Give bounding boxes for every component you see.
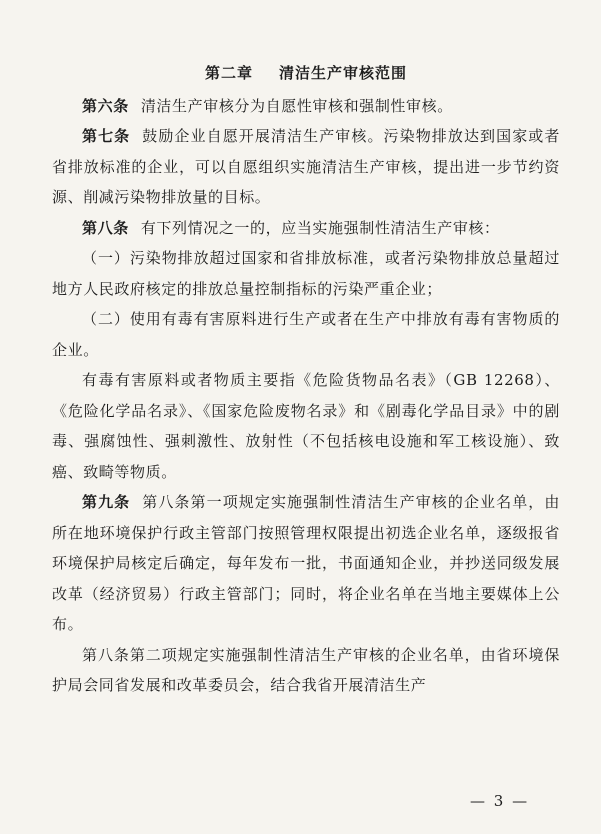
article-8-item-2: （二）使用有毒有害原料进行生产或者在生产中排放有毒有害物质的企业。 (52, 310, 560, 359)
chapter-number: 第二章 (204, 64, 253, 82)
chapter-title: 清洁生产审核范围 (279, 64, 408, 82)
article-text: 第八条第一项规定实施强制性清洁生产审核的企业名单，由所在地环境保护行政主管部门按照管理权限提出初选企业名单，逐级报省环境保护局核定后确定，每年发布一批，书面通知企业，并抄送同级发展改革（经济贸易）行政主管部门；同时，将企业名单在当地主要媒体上公布。 (52, 493, 560, 633)
article-text: 有下列情况之一的，应当实施强制性清洁生产审核： (140, 218, 500, 237)
article-9 (52, 487, 560, 640)
article-6 (52, 91, 560, 122)
article-8-item-1: （一）污染物排放超过国家和省排放标准，或者污染物排放总量超过地方人民政府核定的排放总量控制指标的污染严重企业； (52, 249, 560, 298)
toxic-substances-note: 有毒有害原料或者物质主要指《危险货物品名表》（GB 12268）、《危险化学品名录》、《国家危险废物名录》和《剧毒化学品目录》中的剧毒、强腐蚀性、强刺激性、放射性（不包括核电设施和军工核设施）、致癌、致畸等物质。 (52, 371, 560, 481)
article-label: 第七条 (82, 127, 131, 145)
article-label: 第八条 (82, 218, 129, 237)
article-label: 第九条 (82, 493, 131, 511)
article-text: 清洁生产审核分为自愿性审核和强制性审核。 (140, 96, 453, 115)
article-label: 第六条 (82, 96, 129, 115)
page-number: — 3 — (470, 792, 530, 810)
article-7 (52, 121, 560, 213)
document-body (52, 58, 560, 701)
chapter-heading (52, 58, 560, 89)
article-9-second-paragraph: 第八条第二项规定实施强制性清洁生产审核的企业名单，由省环境保护局会同省发展和改革委员会，结合我省开展清洁生产 (52, 645, 560, 694)
article-text: 鼓励企业自愿开展清洁生产审核。污染物排放达到国家或者省排放标准的企业，可以自愿组织实施清洁生产审核，提出进一步节约资源、削减污染物排放量的目标。 (52, 127, 560, 206)
article-8 (52, 213, 560, 244)
